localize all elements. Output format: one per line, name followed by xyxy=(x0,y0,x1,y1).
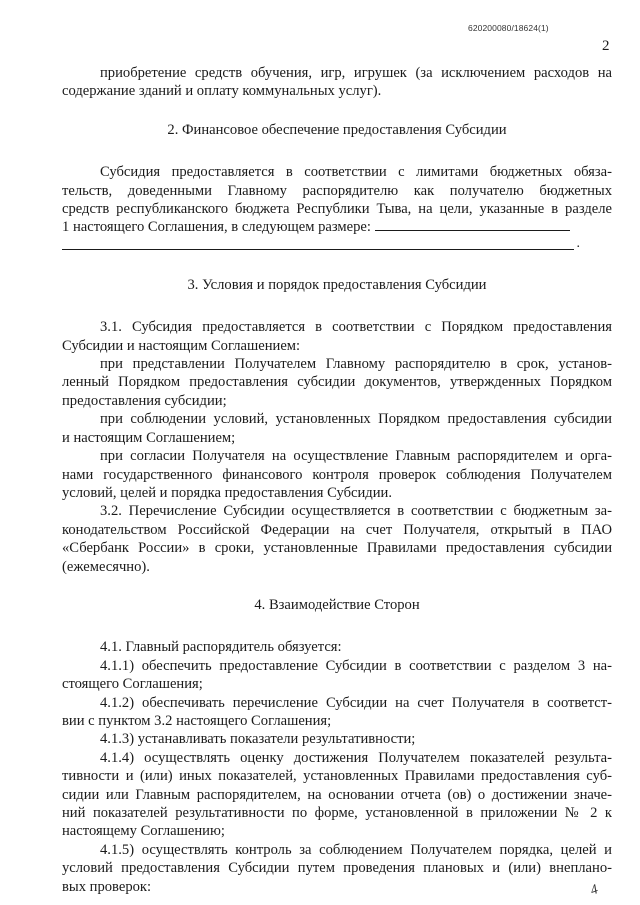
text-line: Субсидия предоставляется в соответствии с лимитами бюджетных обяза- xyxy=(100,164,612,181)
text-line: вии с пунктом 3.2 настоящего Соглашения; xyxy=(62,712,332,729)
amount-blank-field xyxy=(375,218,570,231)
text-line: 4.1.1) обеспечить предоставление Субсидии в соответствии с разделом 3 на- xyxy=(100,657,612,674)
text-line: 4.1.2) обеспечивать перечисление Субсидии на счет Получателя в соответст- xyxy=(100,694,612,711)
text-line: при соблюдении условий, установленных Порядком предоставления субсидии xyxy=(100,411,612,428)
amount-label: 1 настоящего Соглашения, в следующем размере: xyxy=(62,219,371,236)
paragraph xyxy=(62,694,612,731)
paragraph xyxy=(62,749,612,841)
text-line: сидии или Главным распорядителем, на основании отчета (ов) о достижении значе- xyxy=(62,786,612,803)
period: . xyxy=(576,235,580,251)
text-line: ленный Порядком предоставления субсидии документов, утвержденных Порядком xyxy=(62,374,612,391)
text-line: Субсидии и настоящим Соглашением: xyxy=(62,337,301,354)
text-line: тельств, доведенными Главному распорядителю как получателю бюджетных xyxy=(62,182,612,199)
text-line: при согласии Получателя на осуществление Главным распорядителем и орга- xyxy=(100,448,612,465)
text-line: стоящего Соглашения; xyxy=(62,676,203,693)
section-heading: 4. Взаимодействие Сторон xyxy=(254,596,420,613)
continuation-paragraph xyxy=(62,64,612,101)
text-line: средств республиканского бюджета Республики Тыва, на цели, указанные в разделе xyxy=(62,201,612,218)
paragraph xyxy=(62,163,612,250)
text-line: «Сбербанк России» в сроки, установленные Правилами предоставления субсидии xyxy=(62,540,612,557)
section-heading: 2. Финансовое обеспечение предоставления Субсидии xyxy=(167,121,507,138)
text-line: 3.2. Перечисление Субсидии осуществляется в соответствии с бюджетным за- xyxy=(100,503,612,520)
text-line: ний показателей результативности по форме, установленной в приложении № 2 к xyxy=(62,805,612,821)
text-line: 4.1.4) осуществлять оценку достижения Получателем показателей результа- xyxy=(100,749,612,766)
text-line: 4.1. Главный распорядитель обязуется: xyxy=(100,639,342,656)
paragraph xyxy=(62,318,612,355)
text-line: 4.1.5) осуществлять контроль за соблюдением Получателем порядка, целей и xyxy=(100,841,612,858)
text-line: при представлении Получателем Главному распорядителю в срок, установ- xyxy=(100,356,612,373)
text-line: 4.1.3) устанавливать показатели результативности; xyxy=(100,731,416,748)
text-line: приобретение средств обучения, игр, игрушек (за исключением расходов на xyxy=(100,65,612,81)
amount-blank-continuation xyxy=(62,235,580,251)
document-number: 620200080/18624(1) xyxy=(468,23,549,33)
document-body xyxy=(62,64,612,896)
paragraph xyxy=(62,841,612,896)
text-line: и настоящим Соглашением; xyxy=(62,429,236,446)
text-line: вых проверок: xyxy=(62,878,152,895)
paragraph xyxy=(62,730,612,748)
page-number: 2 xyxy=(602,38,610,54)
text-line: предоставления субсидии; xyxy=(62,392,227,409)
text-line: условий, целей и порядка предоставления Субсидии. xyxy=(62,484,392,501)
paragraph xyxy=(62,410,612,447)
text-line: настоящему Соглашению; xyxy=(62,823,225,840)
text-line xyxy=(62,218,612,236)
section-heading: 3. Условия и порядок предоставления Субсидии xyxy=(187,276,487,293)
handwritten-mark: 4 xyxy=(588,882,601,899)
text-line: нами государственного финансового контроля проверок соблюдения Получателем xyxy=(62,466,612,483)
text-line: конодательством Российской Федерации на счет Получателя, открытый в ПАО xyxy=(62,521,612,538)
paragraph xyxy=(62,638,612,656)
text-line: 3.1. Субсидия предоставляется в соответствии с Порядком предоставления xyxy=(100,319,612,336)
paragraph xyxy=(62,447,612,502)
text-line: (ежемесячно). xyxy=(62,558,150,575)
paragraph xyxy=(62,355,612,410)
text-line: условий предоставления Субсидии путем проведения плановых и (или) внеплано- xyxy=(62,860,612,877)
paragraph xyxy=(62,502,612,576)
paragraph xyxy=(62,657,612,694)
text-line: тивности и (или) иных показателей, установленных Правилами предоставления суб- xyxy=(62,768,612,785)
text-line: содержание зданий и оплату коммунальных услуг). xyxy=(62,83,382,100)
